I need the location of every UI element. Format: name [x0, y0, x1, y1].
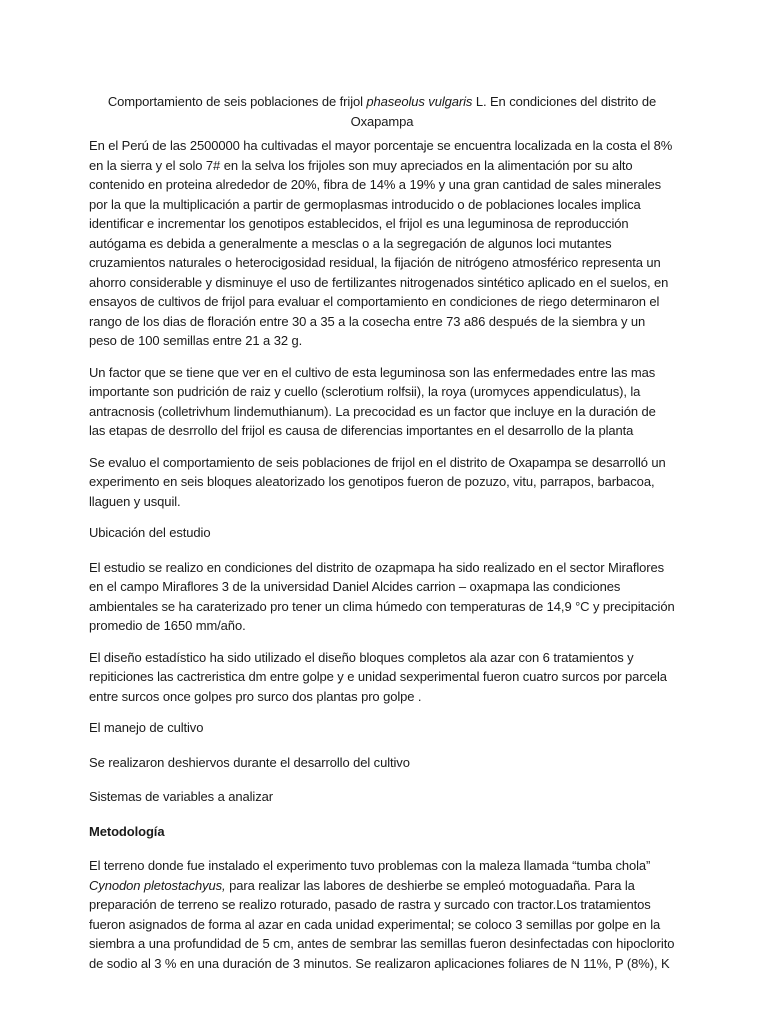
- paragraph-location: El estudio se realizo en condiciones del distrito de ozapmapa ha sido realizado en el sector Miraflores en el campo Miraflores 3 de la universidad Daniel Alcides carrion – oxapmapa las condiciones ambientales se ha caraterizado pro tener un clima húmedo con temperaturas de 14,9 °C y precipitación promedio de 1650 mm/año.: [89, 559, 675, 633]
- paragraph-intro: En el Perú de las 2500000 ha cultivadas el mayor porcentaje se encuentra localizada en la costa el 8% en la sierra y el solo 7# en la selva los frijoles son muy apreciados en la alimentación por su alto contenido en proteina alrededor de 20%, fibra de 14% a 19% y una gran cantidad de sales minerales por la que la multiplicación a partir de germoplasmas introducido o de poblaciones locales implica identificar e incrementar los genotipos establecidos, el frijol es una leguminosa de reproducción autógama es debida a generalmente a mesclas o a la segregación de algunos loci mutantes cruzamientos naturales o heterocigosidad residual, la fijación de nitrógeno atmosférico representa un ahorro considerable y disminuye el uso de fertilizantes nitrogenados sintético aplicado en el suelos, en ensayos de cultivos de frijol para evaluar el comportamiento en condiciones de riego determinaron el rango de los dias de floración entre 30 a 35 a la cosecha entre 73 a86 después de la siembra y un peso de 100 semillas entre 21 a 32 g.: [89, 138, 673, 348]
- heading-sistemas: Sistemas de variables a analizar: [89, 789, 273, 804]
- methodology-text: El terreno donde fue instalado el experimento tuvo problemas con la maleza llamada “tumba chola”: [89, 858, 651, 873]
- document-page: [89, 92, 675, 985]
- heading-deshiervos: Se realizaron deshiervos durante el desarrollo del cultivo: [89, 754, 410, 770]
- paragraph-diseases: Un factor que se tiene que ver en el cultivo de esta leguminosa son las enfermedades entre las mas importante son pudrición de raiz y cuello (sclerotium rolfsii), la roya (uromyces appendiculatus), la antracnosis (colletrivhum lindemuthianum). La precocidad es un factor que incluye en la duración de las etapas de desrrollo del frijol es causa de diferencias importantes en el desarrollo de la planta: [89, 364, 656, 438]
- methodology-species: Cynodon pletostachyus,: [89, 877, 226, 893]
- heading-manejo: El manejo de cultivo: [89, 720, 204, 735]
- title-species: phaseolus vulgaris: [366, 94, 473, 109]
- paragraph-methodology: [89, 856, 675, 973]
- title-text: Comportamiento de seis poblaciones de frijol: [107, 94, 367, 109]
- title-text-end: L. En condiciones del distrito de Oxapampa: [350, 94, 657, 129]
- heading-ubicacion: Ubicación del estudio: [89, 525, 211, 540]
- methodology-text-end: para realizar las labores de deshierbe se empleó motoguadaña. Para la preparación de terreno se realizo roturado, pasado de rastra y surcado con tractor.Los tratamientos fueron asignados de forma al azar en cada unidad experimental; se coloco 3 semillas por golpe en la siembra a una profundidad de 5 cm, antes de sembrar las semillas fueron desinfectadas con hipoclorito de sodio al 3 % en una duración de 3 minutos. Se realizaron aplicaciones foliares de N 11%, P (8%), K: [89, 877, 675, 971]
- heading-metodologia: Metodología: [89, 823, 165, 839]
- document-title: [89, 92, 675, 131]
- paragraph-design: El diseño estadístico ha sido utilizado el diseño bloques completos ala azar con 6 tratamientos y repiticiones las cactreristica dm entre golpe y e unidad sexperimental fueron cuatro surcos por parcela entre surcos once golpes pro surco dos plantas pro golpe .: [89, 649, 667, 704]
- paragraph-evaluation: Se evaluo el comportamiento de seis poblaciones de frijol en el distrito de Oxapampa se desarrolló un experimento en seis bloques aleatorizado los genotipos fueron de pozuzo, vitu, parrapos, barbacoa, llaguen y usquil.: [89, 454, 666, 509]
